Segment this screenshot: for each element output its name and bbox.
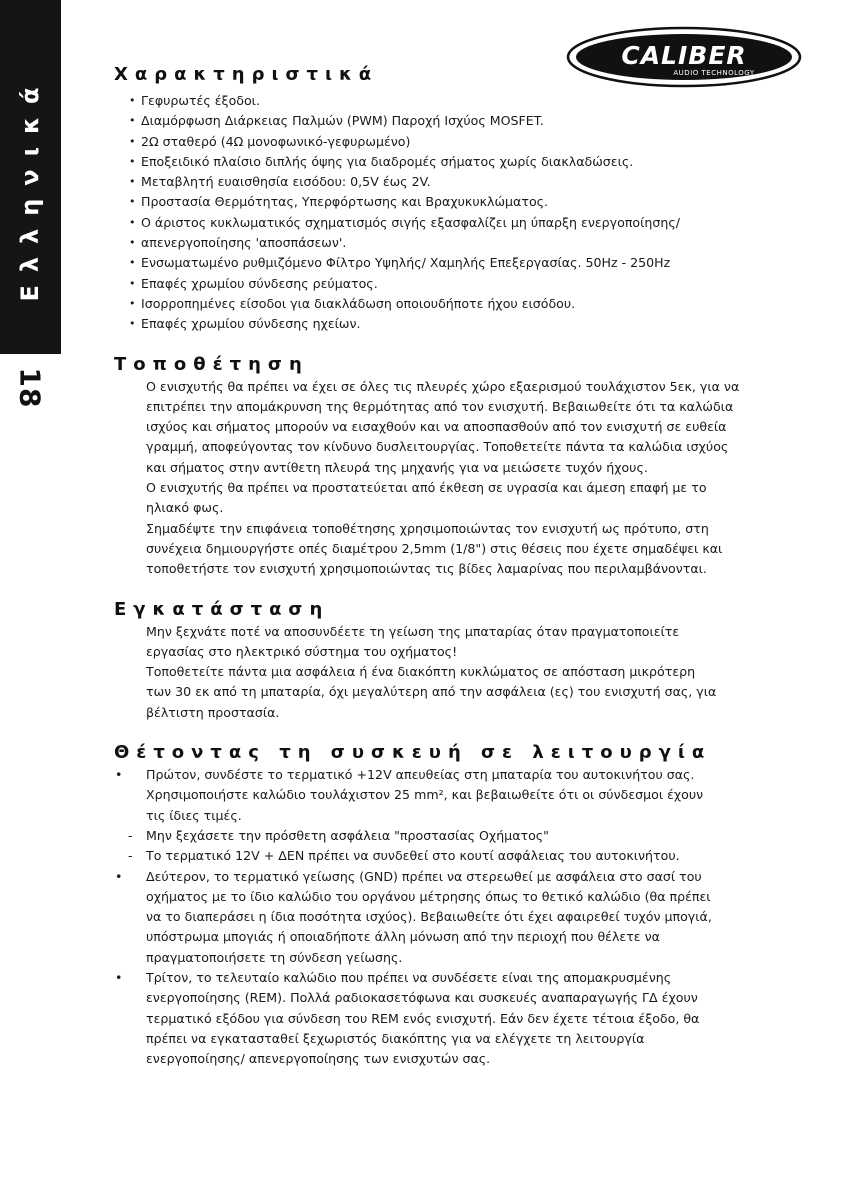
text-line: πρέπει να εγκατασταθεί ξεχωριστός διακόπτης για να ελέγχετε τη λειτουργία bbox=[146, 1030, 645, 1046]
list-item: • απενεργοποίησης 'αποσπάσεων'. bbox=[129, 233, 774, 253]
bullet-mark: • bbox=[115, 868, 123, 884]
list-item bbox=[114, 867, 774, 968]
text-line: γραμμή, αποφεύγοντας τον κίνδυνο δυσλειτουργίας. Τοποθετείτε πάντα τα καλώδια ισχύος bbox=[146, 439, 729, 455]
list-item: • Επαφές χρωμίου σύνδεσης ηχείων. bbox=[129, 314, 774, 334]
features-section bbox=[114, 63, 774, 335]
text-line: Μην ξεχνάτε ποτέ να αποσυνδέετε τη γείωση της μπαταρίας όταν πραγματοποιείτε bbox=[146, 623, 680, 639]
text-line: τις ίδιες τιμές. bbox=[146, 807, 242, 823]
text-line: ισχύος και σήματος μπορούν να εισαχθούν και να αποσπασθούν από τον ενισχυτή σε ευθεία bbox=[146, 419, 727, 435]
list-item bbox=[114, 968, 774, 1069]
text-line: Ο ενισχυτής θα πρέπει να έχει σε όλες τις πλευρές χώρο εξαερισμού τουλάχιστον 5εκ, για να bbox=[146, 378, 740, 394]
text-line: ηλιακό φως. bbox=[146, 500, 224, 516]
features-list bbox=[114, 91, 774, 335]
text-line: τοποθετήστε τον ενισχυτή χρησιμοποιώντας τις βίδες λαμαρίνας που περιλαμβάνονται. bbox=[146, 561, 707, 577]
installation-section bbox=[114, 598, 774, 723]
logo-tagline: AUDIO TECHNOLOGY bbox=[673, 69, 755, 77]
text-line: Το τερματικό 12V + ΔΕΝ πρέπει να συνδεθεί στο κουτί ασφάλειας του αυτοκινήτου. bbox=[146, 848, 680, 864]
text-line: Χρησιμοποιήστε καλώδιο τουλάχιστον 25 mm², και βεβαιωθείτε ότι οι σύνδεσμοι έχουν bbox=[146, 787, 704, 803]
list-item bbox=[114, 765, 774, 826]
dash-mark: - bbox=[128, 827, 133, 843]
text-line: οχήματος με το ίδιο καλώδιο του οργάνου μέτρησης όπως το θετικό καλώδιο (θα πρέπει bbox=[146, 888, 711, 904]
text-line: να το διαπεράσει η ίδια ποσότητα ισχύος). Βεβαιωθείτε ότι έχει αφαιρεθεί τυχόν μπογιά, bbox=[146, 909, 712, 925]
list-item: • 2Ω σταθερό (4Ω μονοφωνικό-γεφυρωμένο) bbox=[129, 132, 774, 152]
page-number: 18 bbox=[13, 367, 47, 409]
list-item: • Γεφυρωτές έξοδοι. bbox=[129, 91, 774, 111]
text-line: Δεύτερον, το τερματικό γείωσης (GND) πρέπει να στερεωθεί με ασφάλεια στο σασί του bbox=[146, 868, 702, 884]
text-line: εργασίας στο ηλεκτρικό σύστημα του οχήματος! bbox=[146, 643, 458, 659]
operation-section bbox=[114, 741, 774, 1069]
text-line: πραγματοποιήσετε τη σύνδεση γείωσης. bbox=[146, 949, 403, 965]
features-title: Χαρακτηριστικά bbox=[114, 64, 379, 85]
language-label: Ελληνικά bbox=[16, 74, 44, 302]
text-line: συνέχεια δημιουργήστε οπές διαμέτρου 2,5mm (1/8") στις θέσεις που έχετε σημαδέψει και bbox=[146, 540, 723, 556]
text-line: και σήματος στην αντίθετη πλευρά της μηχανής για να μειώσετε τυχόν ήχους. bbox=[146, 459, 648, 475]
text-line: Τοποθετείτε πάντα μια ασφάλεια ή ένα διακόπτη κυκλώματος σε απόσταση μικρότερη bbox=[146, 664, 696, 680]
text-line: Πρώτον, συνδέστε το τερματικό +12V απευθείας στη μπαταρία του αυτοκινήτου σας. bbox=[146, 767, 695, 783]
language-sidebar bbox=[0, 0, 61, 354]
list-item: • Ενσωματωμένο ρυθμιζόμενο Φίλτρο Υψηλής/ Χαμηλής Επεξεργασίας. 50Hz - 250Hz bbox=[129, 253, 774, 273]
list-item: • Μεταβλητή ευαισθησία εισόδου: 0,5V έως 2V. bbox=[129, 172, 774, 192]
operation-title: Θέτοντας τη συσκευή σε λειτουργία bbox=[114, 742, 712, 764]
list-item: • Διαμόρφωση Διάρκειας Παλμών (PWM) Παροχή Ισχύος MOSFET. bbox=[129, 111, 774, 131]
text-line: υπόστρωμα μπογιάς ή οποιαδήποτε άλλη μόνωση από την περιοχή που θέλετε να bbox=[146, 929, 660, 945]
text-line: επιτρέπει την απομάκρυνση της θερμότητας από τον ενισχυτή. Βεβαιωθείτε ότι τα καλώδια bbox=[146, 398, 734, 414]
page-content bbox=[114, 63, 774, 1069]
list-item: • Ο άριστος κυκλωματικός σχηματισμός σιγής εξασφαλίζει μη ύπαρξη ενεργοποίησης/ bbox=[129, 213, 774, 233]
list-item: • Ισορροπημένες είσοδοι για διακλάδωση οποιουδήποτε ήχου εισόδου. bbox=[129, 294, 774, 314]
text-line: βέλτιστη προστασία. bbox=[146, 704, 280, 720]
dash-mark: - bbox=[128, 848, 133, 864]
installation-title: Εγκατάσταση bbox=[114, 598, 330, 620]
list-item bbox=[114, 846, 774, 866]
list-item: • Εποξειδικό πλαίσιο διπλής όψης για διαδρομές σήματος χωρίς διακλαδώσεις. bbox=[129, 152, 774, 172]
mounting-title: Τοποθέτηση bbox=[114, 353, 309, 375]
text-line: Μην ξεχάσετε την πρόσθετη ασφάλεια "προστασίας Οχήματος" bbox=[146, 827, 549, 843]
text-line: τερματικό εξόδου για σύνδεση του REM ενός ενισχυτή. Εάν δεν έχετε τέτοια έξοδο, θα bbox=[146, 1010, 700, 1026]
bullet-mark: • bbox=[115, 969, 123, 985]
bullet-mark: • bbox=[115, 767, 123, 783]
mounting-section bbox=[114, 353, 774, 580]
list-item: • Επαφές χρωμίου σύνδεσης ρεύματος. bbox=[129, 274, 774, 294]
list-item: • Προστασία Θερμότητας, Υπερφόρτωσης και Βραχυκυκλώματος. bbox=[129, 192, 774, 212]
logo-brand: CALIBER bbox=[621, 41, 747, 70]
text-line: ενεργοποίησης/ απενεργοποίησης των ενισχυτών σας. bbox=[146, 1051, 491, 1067]
list-item bbox=[114, 826, 774, 846]
text-line: Τρίτον, το τελευταίο καλώδιο που πρέπει να συνδέσετε είναι της απομακρυσμένης bbox=[146, 969, 672, 985]
text-line: Σημαδέψτε την επιφάνεια τοποθέτησης χρησιμοποιώντας τον ενισχυτή ως πρότυπο, στη bbox=[146, 520, 709, 536]
text-line: Ο ενισχυτής θα πρέπει να προστατεύεται από έκθεση σε υγρασία και άμεση επαφή με το bbox=[146, 480, 707, 496]
text-line: των 30 εκ από τη μπαταρία, όχι μεγαλύτερη από την ασφάλεια (ες) του ενισχυτή σας, για bbox=[146, 684, 717, 700]
text-line: ενεργοποίησης (REM). Πολλά ραδιοκασετόφωνα και συσκευές αναπαραγωγής ΓΔ έχουν bbox=[146, 990, 698, 1006]
